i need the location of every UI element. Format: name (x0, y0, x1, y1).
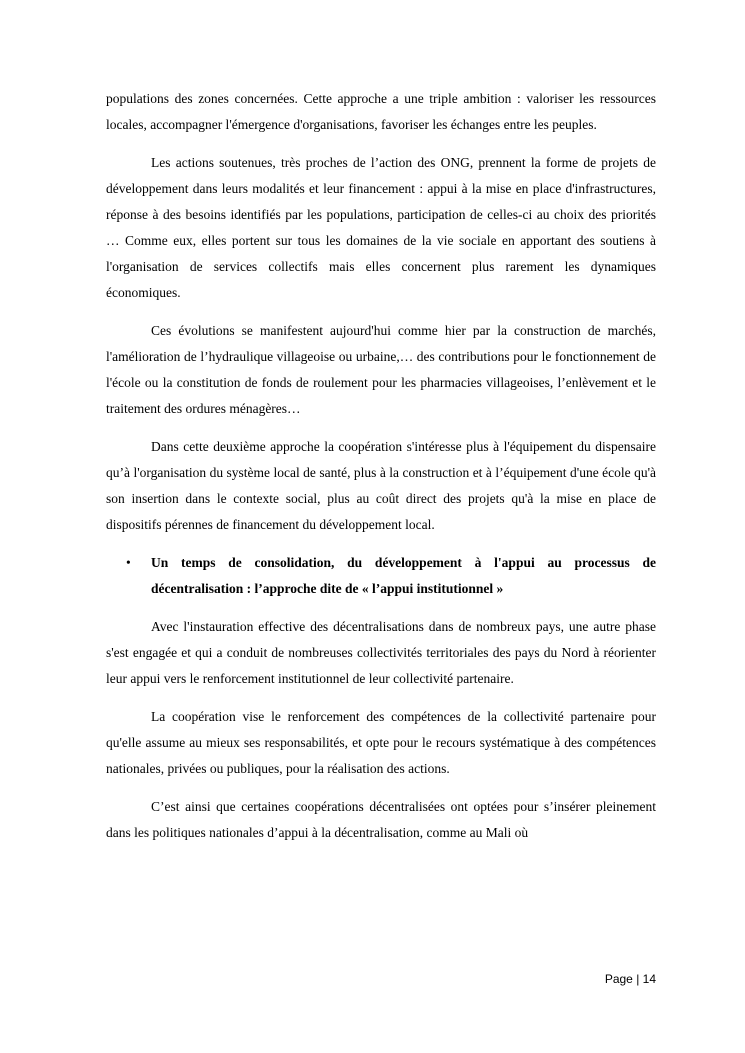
bullet-heading (106, 550, 656, 602)
paragraph-5: Avec l'instauration effective des décentralisations dans de nombreux pays, une autre phase s'est engagée et qui a conduit de nombreuses collectivités territoriales des pays du Nord à réorienter leur appui vers le renforcement institutionnel de leur collectivité partenaire. (106, 619, 656, 686)
paragraph-2: Les actions soutenues, très proches de l’action des ONG, prennent la forme de projets de développement dans leurs modalités et leur financement : appui à la mise en place d'infrastructures, réponse à des besoins identifiés par les populations, participation de celles-ci au choix des priorités … Comme eux, elles portent sur tous les domaines de la vie sociale en apportant des soutiens à l'organisation de services collectifs mais elles concernent plus rarement les dynamiques économiques. (106, 155, 656, 300)
paragraph-3: Ces évolutions se manifestent aujourd'hui comme hier par la construction de marchés, l'amélioration de l’hydraulique villageoise ou urbaine,… des contributions pour le fonctionnement de l'école ou la constitution de fonds de roulement pour les pharmacies villageoises, l’enlèvement et le traitement des ordures ménagères… (106, 323, 656, 416)
paragraph-7: C’est ainsi que certaines coopérations décentralisées ont optées pour s’insérer pleinement dans les politiques nationales d’appui à la décentralisation, comme au Mali où (106, 799, 656, 840)
paragraph-6: La coopération vise le renforcement des compétences de la collectivité partenaire pour qu'elle assume au mieux ses responsabilités, et opte pour le recours systématique à des compétences nationales, privées ou publiques, pour la réalisation des actions. (106, 709, 656, 776)
bullet-icon: • (126, 555, 131, 570)
paragraph-4: Dans cette deuxième approche la coopération s'intéresse plus à l'équipement du dispensaire qu’à l'organisation du système local de santé, plus à la construction et à l’équipement d'une école qu'à son insertion dans le contexte social, plus au coût direct des projets qu'à la mise en place de dispositifs pérennes de financement du développement local. (106, 439, 656, 532)
page-number: Page | 14 (604, 972, 656, 986)
document-page (106, 86, 656, 858)
paragraph-1: populations des zones concernées. Cette approche a une triple ambition : valoriser les ressources locales, accompagner l'émergence d'organisations, favoriser les échanges entre les peuples. (106, 91, 656, 132)
bullet-heading-text: Un temps de consolidation, du développement à l'appui au processus de décentralisation : l’approche dite de « l’appui institutionnel » (151, 555, 656, 596)
